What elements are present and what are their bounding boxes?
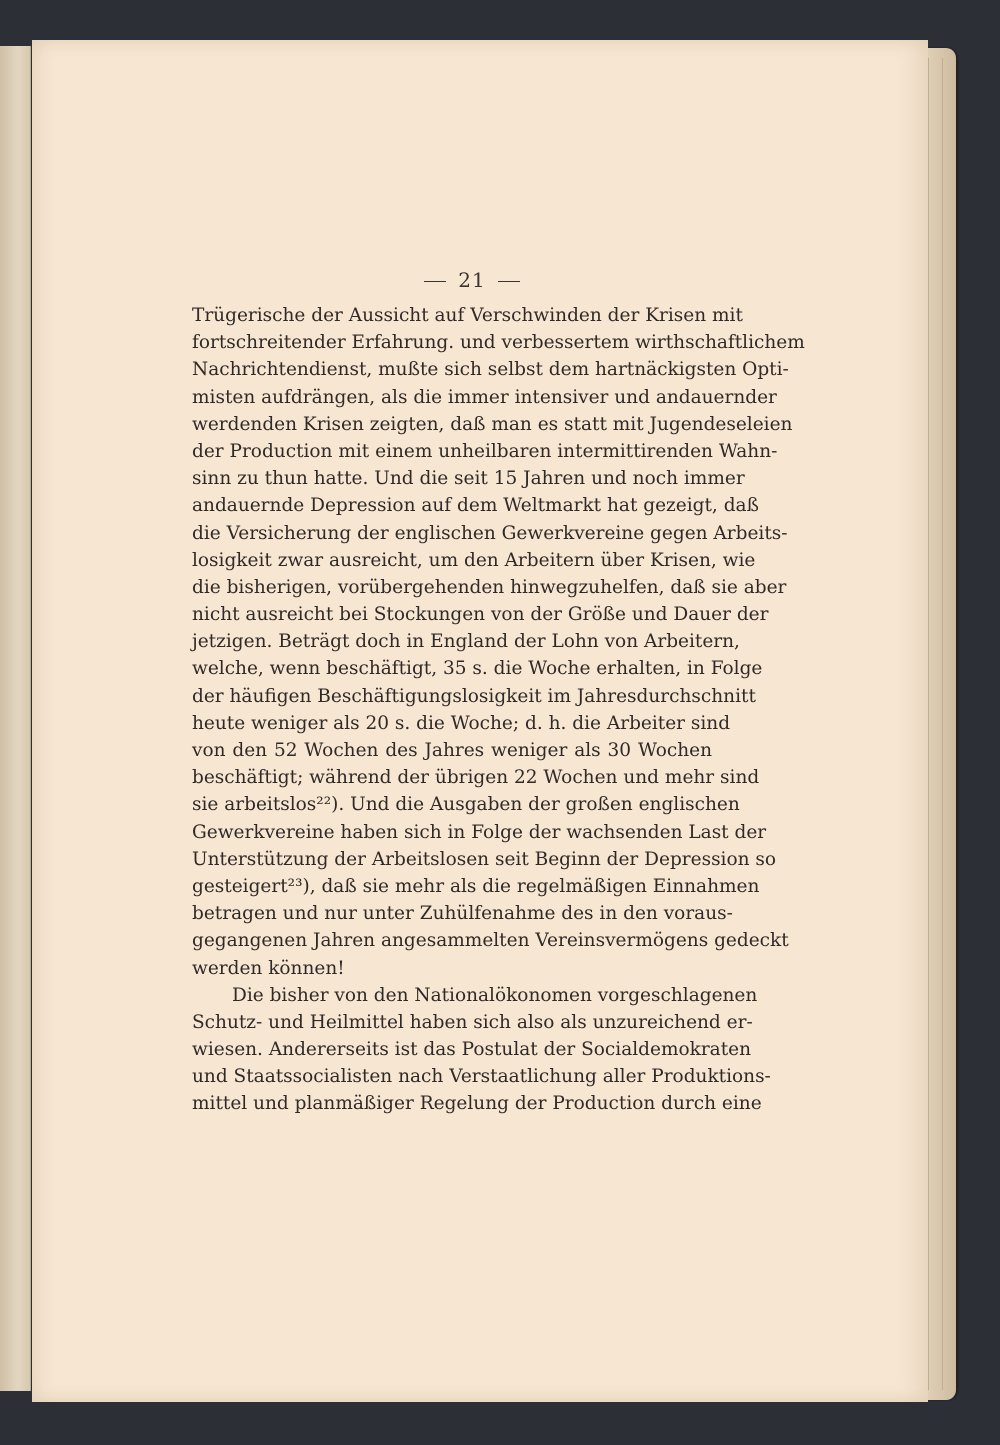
text-line: beschäftigt; während der übrigen 22 Wochen und mehr sind [192,767,760,789]
text-line: gesteigert²³), daß sie mehr als die regelmäßigen Einnahmen [192,875,760,897]
text-line: misten aufdrängen, als die immer intensiver und andauernder [192,386,777,408]
text-line: Nachrichtendienst, mußte sich selbst dem hartnäckigsten Opti- [192,359,789,381]
book-page [32,40,928,1402]
text-line: Gewerkvereine haben sich in Folge der wachsenden Last der [192,821,767,843]
text-line: Unterstützung der Arbeitslosen seit Beginn der Depression so [192,848,777,870]
text-line: Schutz- und Heilmittel haben sich also als unzureichend er- [192,1011,753,1033]
text-line: die Versicherung der englischen Gewerkvereine gegen Arbeits- [192,522,788,544]
text-line: wiesen. Andererseits ist das Postulat der Socialdemokraten [192,1039,752,1061]
text-line: gegangenen Jahren angesammelten Vereinsvermögens gedeckt [192,930,789,952]
text-line: die bisherigen, vorübergehenden hinwegzuhelfen, daß sie aber [192,576,787,598]
text-line: sie arbeitslos²²). Und die Ausgaben der großen englischen [192,794,740,816]
text-line: heute weniger als 20 s. die Woche; d. h. die Arbeiter sind [192,712,731,734]
text-line: von den 52 Wochen des Jahres weniger als 30 Wochen [192,740,712,761]
text-line: welche, wenn beschäftigt, 35 s. die Woche erhalten, in Folge [192,658,763,680]
text-line: sinn zu thun hatte. Und die seit 15 Jahren und noch immer [192,468,745,490]
text-line: der häufigen Beschäftigungslosigkeit im Jahresdurchschnitt [192,685,756,707]
text-line: betragen und nur unter Zuhülfenahme des in den voraus- [192,903,733,925]
body-text [192,302,805,1118]
page-header [32,268,912,292]
text-line: jetzigen. Beträgt doch in England der Lohn von Arbeitern, [192,631,740,653]
text-line: Trügerische der Aussicht auf Verschwinden der Krisen mit [192,305,743,326]
text-line: Die bisher von den Nationalökonomen vorgeschlagenen [232,984,758,1006]
text-line: andauernde Depression auf dem Weltmarkt hat gezeigt, daß [192,495,759,517]
text-line: losigkeit zwar ausreicht, um den Arbeitern über Krisen, wie [192,549,756,571]
text-line: werden können! [192,957,345,979]
text-line: der Production mit einem unheilbaren intermittirenden Wahn- [192,440,778,462]
text-line: mittel und planmäßiger Regelung der Production durch eine [192,1093,762,1115]
header-dash-left [424,281,446,282]
text-line: werdenden Krisen zeigten, daß man es statt mit Jugendeseleien [192,413,793,435]
text-line: nicht ausreicht bei Stockungen von der Größe und Dauer der [192,604,769,626]
page-number: 21 [458,268,486,292]
text-line: fortschreitender Erfahrung. und verbessertem wirthschaftlichem [192,332,805,354]
left-page-edge [0,46,31,1391]
header-dash-right [498,281,520,282]
text-line: und Staatssocialisten nach Verstaatlichung aller Produktions- [192,1066,771,1088]
